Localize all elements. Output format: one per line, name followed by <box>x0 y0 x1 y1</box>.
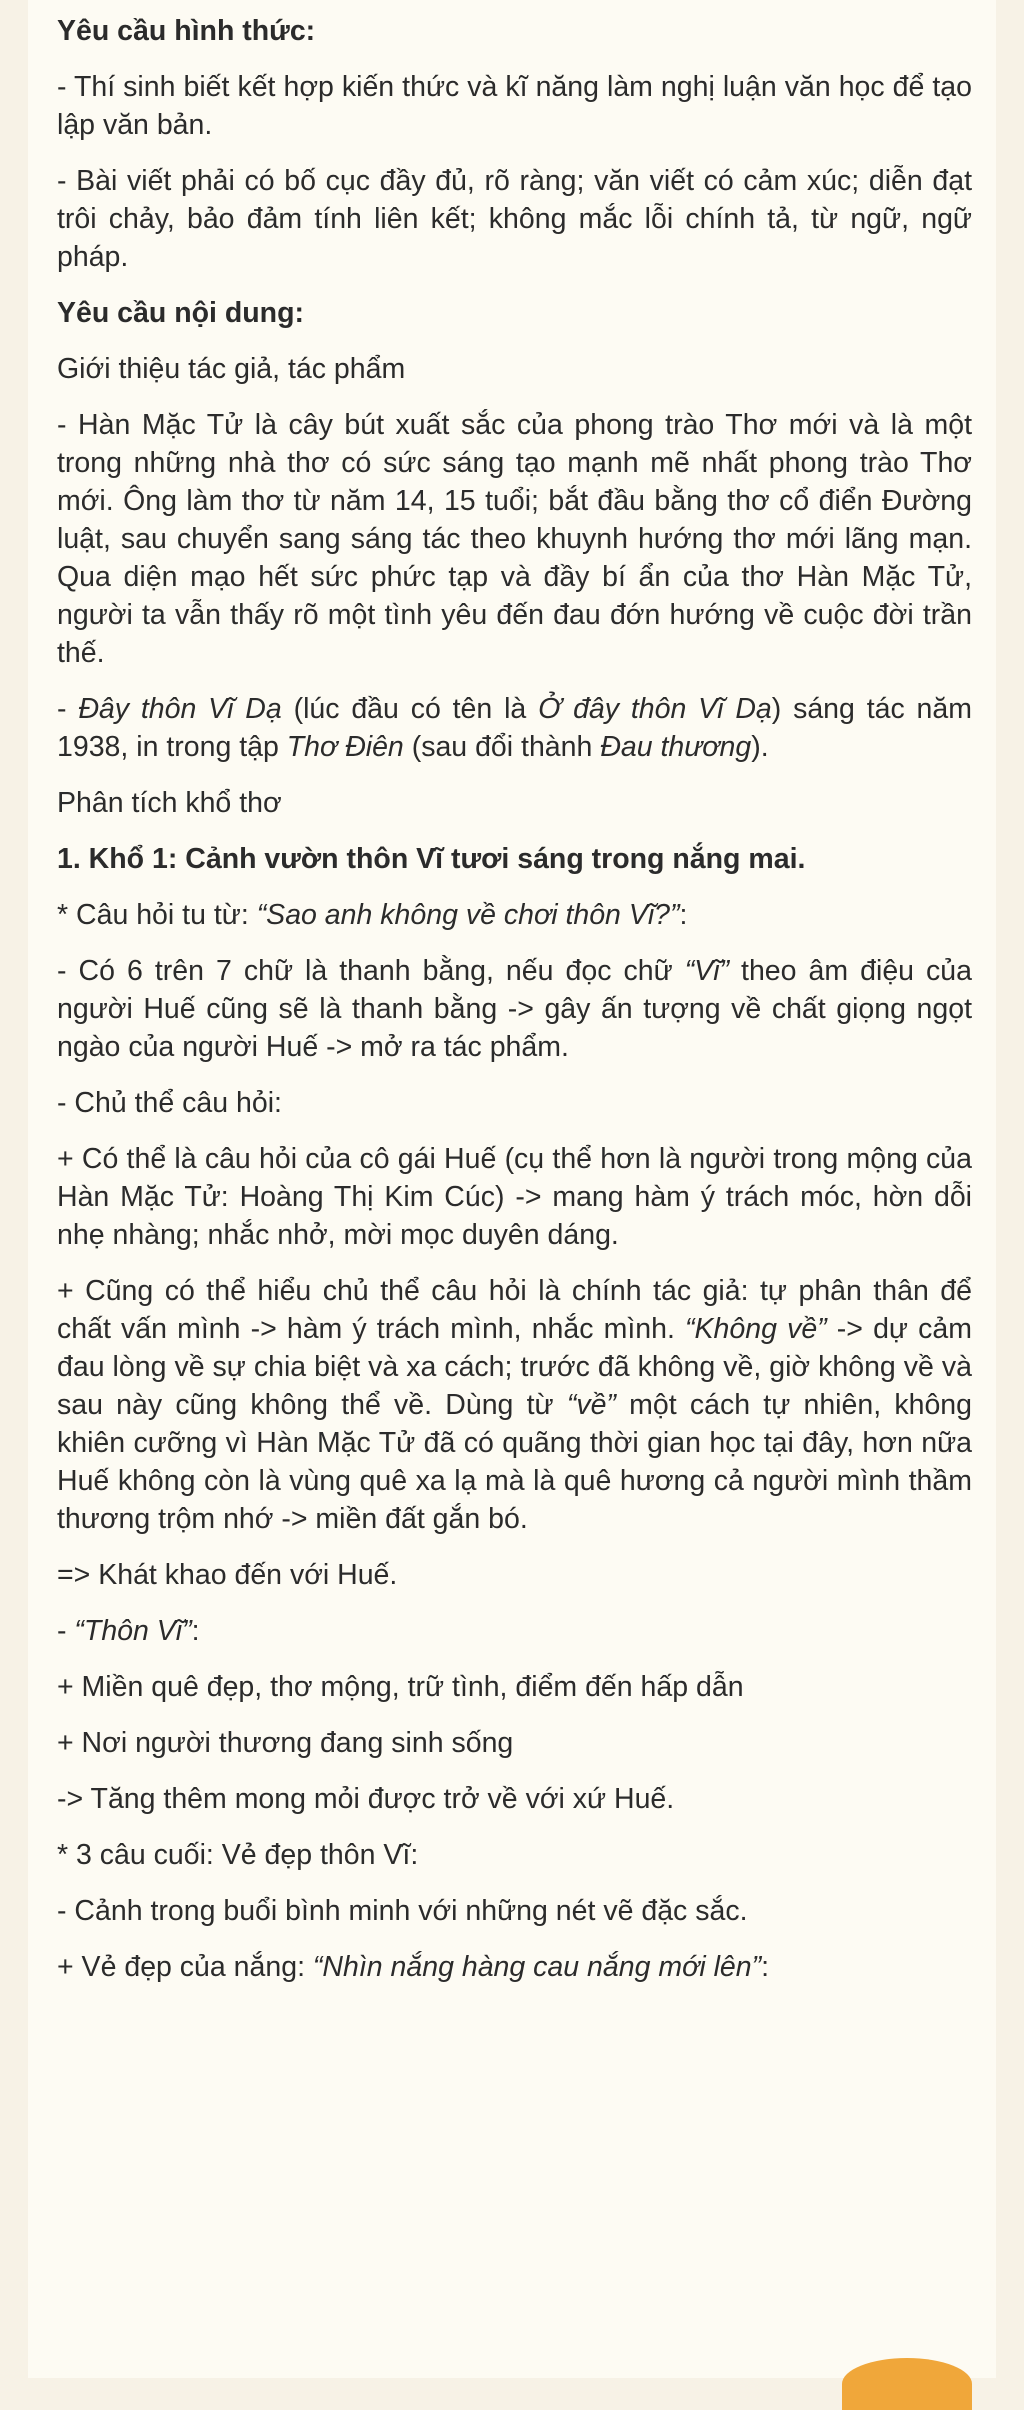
paragraph: * 3 câu cuối: Vẻ đẹp thôn Vĩ: <box>57 1839 419 1871</box>
paragraph: + Cũng có thể hiểu chủ thể câu hỏi là chính tác giả: tự phân thân để chất vấn mình -> hàm ý trách mình, nhắc mình. “Không về” -> dự cảm đau lòng về sự chia biệt và xa cách; trước đã không về, giờ không về và sau này cũng không thể về. Dùng từ “về” một cách tự nhiên, không khiên cưỡng vì Hàn Mặc Tử đã có quãng thời gian học tại đây, hơn nữa Huế không còn là vùng quê xa lạ mà là quê hương cả người mình thầm thương trộm nhớ -> miền đất gắn bó. <box>57 1275 972 1535</box>
paragraph: - Chủ thể câu hỏi: <box>57 1087 282 1119</box>
paragraph: - Bài viết phải có bố cục đầy đủ, rõ ràng; văn viết có cảm xúc; diễn đạt trôi chảy, bảo đảm tính liên kết; không mắc lỗi chính tả, từ ngữ, ngữ pháp. <box>57 165 972 273</box>
paragraph: Giới thiệu tác giả, tác phẩm <box>57 353 406 385</box>
floating-action-button-edge[interactable] <box>842 2358 972 2410</box>
paragraph: - Đây thôn Vĩ Dạ (lúc đầu có tên là Ở đây thôn Vĩ Dạ) sáng tác năm 1938, in trong tập Thơ Điên (sau đổi thành Đau thương). <box>57 693 972 763</box>
form-requirements-heading: Yêu cầu hình thức: <box>57 15 316 47</box>
document-page <box>28 0 996 2378</box>
section-heading: 1. Khổ 1: Cảnh vườn thôn Vĩ tươi sáng trong nắng mai. <box>57 843 806 875</box>
paragraph: - Hàn Mặc Tử là cây bút xuất sắc của phong trào Thơ mới và là một trong những nhà thơ có sức sáng tạo mạnh mẽ nhất phong trào Thơ mới. Ông làm thơ từ năm 14, 15 tuổi; bắt đầu bằng thơ cổ điển Đường luật, sau chuyển sang sáng tác theo khuynh hướng thơ mới lãng mạn. Qua diện mạo hết sức phức tạp và đầy bí ẩn của thơ Hàn Mặc Tử, người ta vẫn thấy rõ một tình yêu đến đau đớn hướng về cuộc đời trần thế. <box>57 409 972 669</box>
paragraph: - Có 6 trên 7 chữ là thanh bằng, nếu đọc chữ “Vĩ” theo âm điệu của người Huế cũng sẽ là thanh bằng -> gây ấn tượng về chất giọng ngọt ngào của người Huế -> mở ra tác phẩm. <box>57 955 972 1063</box>
paragraph: -> Tăng thêm mong mỏi được trở về với xứ Huế. <box>57 1783 675 1815</box>
paragraph: - “Thôn Vĩ”: <box>57 1615 200 1647</box>
paragraph: + Vẻ đẹp của nắng: “Nhìn nắng hàng cau nắng mới lên”: <box>57 1951 770 1983</box>
paragraph: Phân tích khổ thơ <box>57 787 282 819</box>
paragraph: + Nơi người thương đang sinh sống <box>57 1727 514 1759</box>
paragraph: * Câu hỏi tu từ: “Sao anh không về chơi thôn Vĩ?”: <box>57 899 688 931</box>
paragraph: + Có thể là câu hỏi của cô gái Huế (cụ thể hơn là người trong mộng của Hàn Mặc Tử: Hoàng Thị Kim Cúc) -> mang hàm ý trách móc, hờn dỗi nhẹ nhàng; nhắc nhở, mời mọc duyên dáng. <box>57 1143 972 1251</box>
paragraph: - Thí sinh biết kết hợp kiến thức và kĩ năng làm nghị luận văn học để tạo lập văn bản. <box>57 71 972 141</box>
paragraph: => Khát khao đến với Huế. <box>57 1559 398 1591</box>
paragraph: - Cảnh trong buổi bình minh với những nét vẽ đặc sắc. <box>57 1895 748 1927</box>
paragraph: + Miền quê đẹp, thơ mộng, trữ tình, điểm đến hấp dẫn <box>57 1671 744 1703</box>
content-requirements-heading: Yêu cầu nội dung: <box>57 297 304 329</box>
